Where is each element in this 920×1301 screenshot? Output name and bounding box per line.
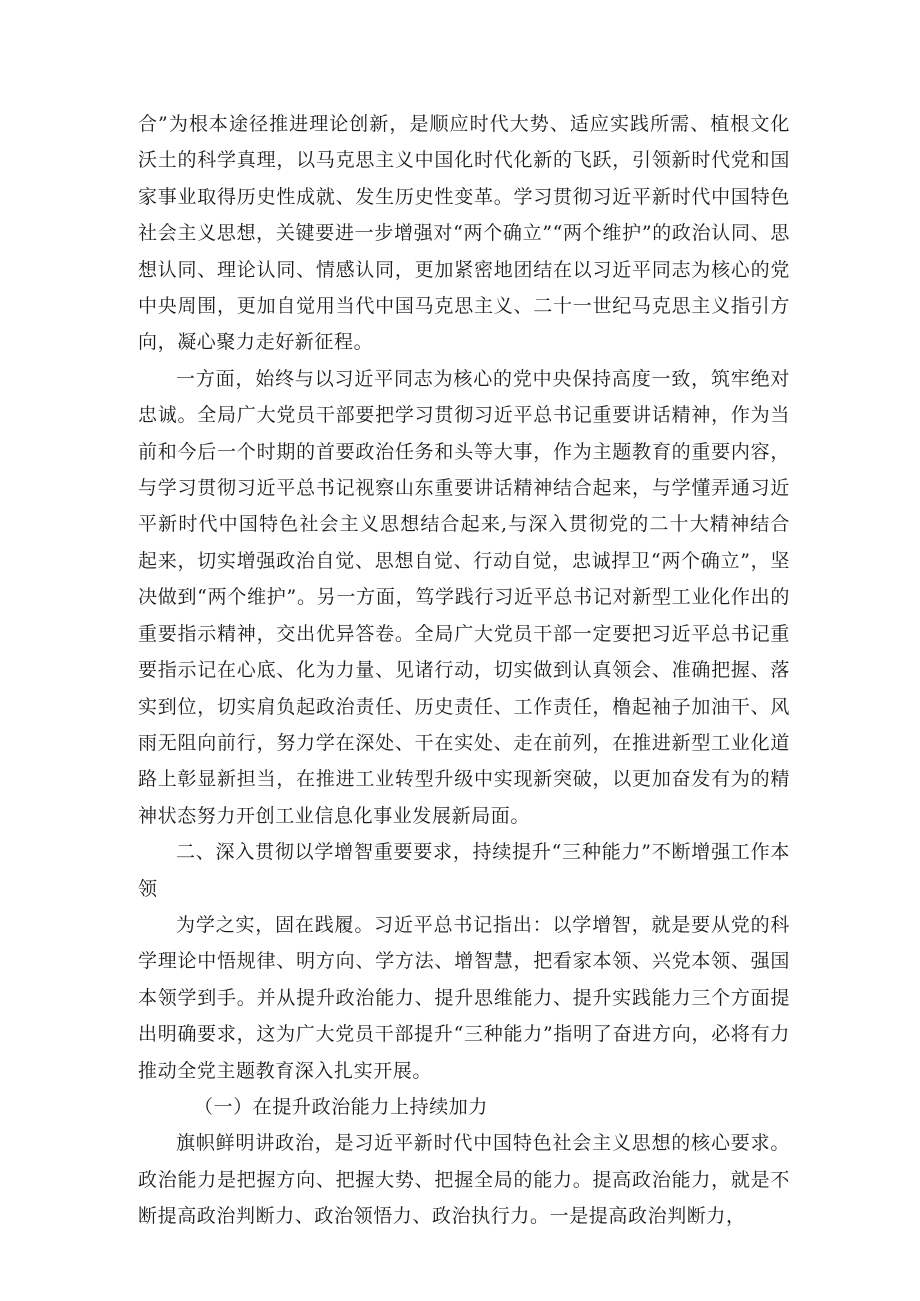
paragraph-continuation: 合”为根本途径推进理论创新，是顺应时代大势、适应实践所需、植根文化沃土的科学真理，以马克思主义中国化时代化新的飞跃，引领新时代党和国家事业取得历史性成就、发生历史性变革。学习贯彻习近平新时代中国特色社会主义思想，关键要进一步增强对“两个确立”“两个维护”的政治认同、思想认同、理论认同、情感认同，更加紧密地团结在以习近平同志为核心的党中央周围，更加自觉用当代中国马克思主义、二十一世纪马克思主义指引方向，凝心聚力走好新征程。 bbox=[138, 113, 790, 354]
paragraph-learning: 为学之实，固在践履。习近平总书记指出：以学增智，就是要从党的科学理论中悟规律、明方向、学方法、增智慧，把看家本领、兴党本领、强国本领学到手。并从提升政治能力、提升思维能力、提升实践能力三个方面提出明确要求，这为广大党员干部提升“三种能力”指明了奋进方向，必将有力推动全党主题教育深入扎实开展。 bbox=[138, 913, 790, 1082]
paragraph-one-hand: 一方面，始终与以习近平同志为核心的党中央保持高度一致，筑牢绝对忠诚。全局广大党员干部要把学习贯彻习近平总书记重要讲话精神，作为当前和今后一个时期的首要政治任务和头等大事，作为主题教育的重要内容，与学习贯彻习近平总书记视察山东重要讲话精神结合起来，与学懂弄通习近平新时代中国特色社会主义思想结合起来,与深入贯彻党的二十大精神结合起来，切实增强政治自觉、思想自觉、行动自觉，忠诚捍卫“两个确立”，坚决做到“两个维护”。另一方面，笃学践行习近平总书记对新型工业化作出的重要指示精神，交出优异答卷。全局广大党员干部一定要把习近平总书记重要指示记在心底、化为力量、见诸行动，切实做到认真领会、准确把握、落实到位，切实肩负起政治责任、历史责任、工作责任，橹起袖子加油干、风雨无阻向前行，努力学在深处、干在实处、走在前列，在推进新型工业化道路上彰显新担当，在推进工业转型升级中实现新突破，以更加奋发有为的精神状态努力开创工业信息化事业发展新局面。 bbox=[138, 367, 790, 827]
document-body bbox=[138, 106, 790, 1235]
section-heading-two: 二、深入贯彻以学增智重要要求，持续提升“三种能力”不断增强工作本领 bbox=[138, 841, 790, 900]
subsection-heading-one: （一）在提升政治能力上持续加力 bbox=[194, 1095, 489, 1118]
paragraph-politics: 旗帜鲜明讲政治，是习近平新时代中国特色社会主义思想的核心要求。政治能力是把握方向、把握大势、把握全局的能力。提高政治能力，就是不断提高政治判断力、政治领悟力、政治执行力。一是提高政治判断力， bbox=[138, 1132, 790, 1228]
